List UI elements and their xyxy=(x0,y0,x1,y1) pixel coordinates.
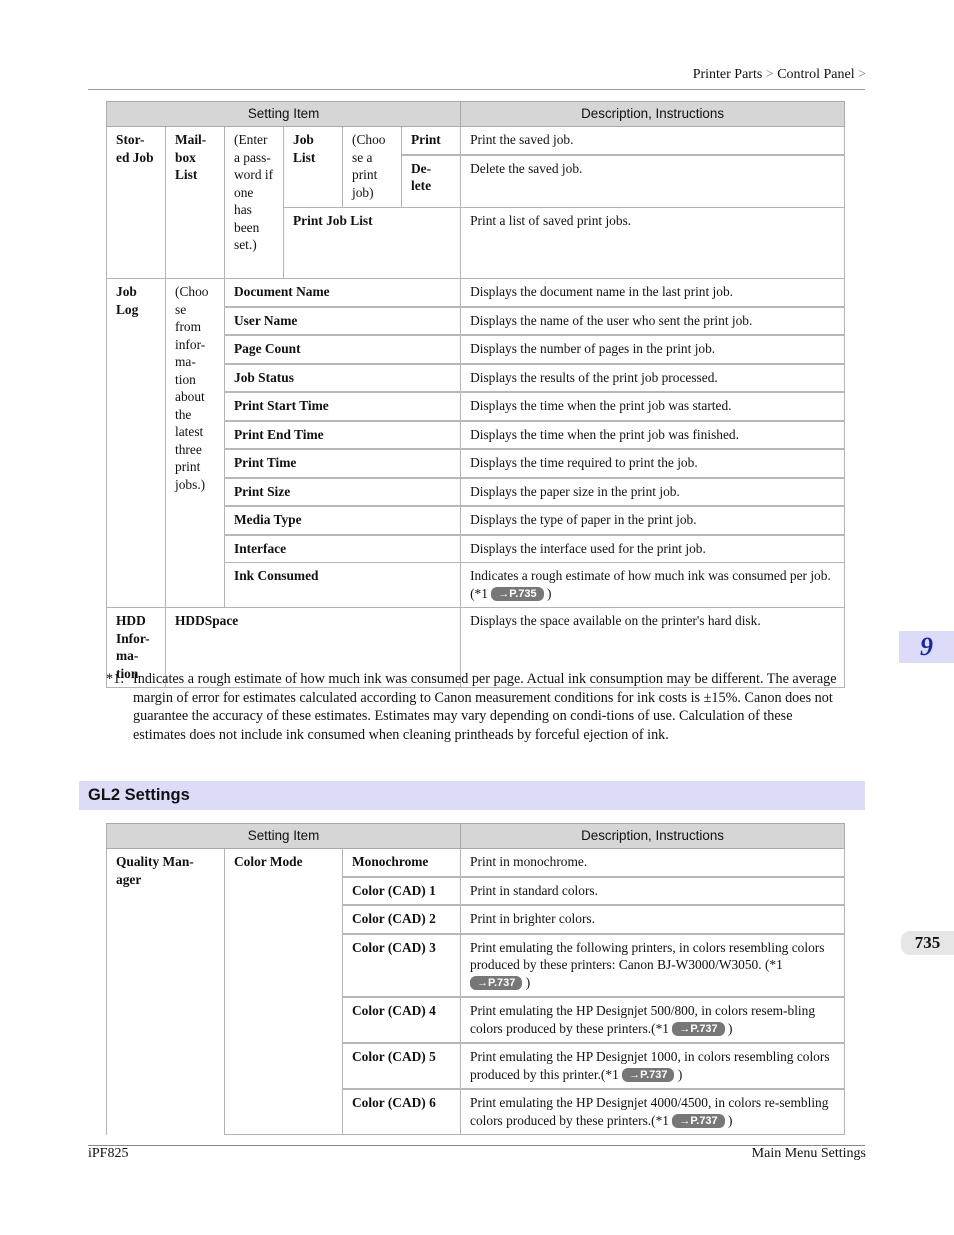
hddspace-item: HDDSpace xyxy=(166,608,461,688)
hdd-information-label: HDD Infor-ma-tion xyxy=(107,608,166,688)
page-reference-link[interactable]: →P.737 xyxy=(622,1068,674,1082)
mailbox-list-label: Mail-box List xyxy=(166,127,225,279)
job-log-desc: Displays the type of paper in the print job. xyxy=(461,506,845,535)
job-log-label: Job Log xyxy=(107,279,166,608)
color-mode-desc-close: ) xyxy=(525,974,531,990)
job-log-desc: Displays the results of the print job processed. xyxy=(461,364,845,393)
color-mode-item: Color (CAD) 2 xyxy=(343,905,461,934)
color-mode-desc: Print emulating the HP Designjet 1000, in colors resembling colors produced by this printer.(*1 xyxy=(470,1049,830,1082)
delete-item: De-lete xyxy=(402,155,461,208)
job-list-label: Job List xyxy=(284,127,343,208)
job-log-item: Print Size xyxy=(225,478,461,507)
color-mode-label: Color Mode xyxy=(225,849,343,1135)
color-mode-desc-cell xyxy=(461,997,845,1043)
chapter-tab[interactable]: 9 xyxy=(899,631,954,663)
breadcrumb xyxy=(693,67,866,83)
footer-model: iPF825 xyxy=(88,1146,129,1161)
breadcrumb-printer-parts[interactable]: Printer Parts xyxy=(692,67,763,82)
settings-table-gl2 xyxy=(106,823,845,1135)
color-mode-desc-cell xyxy=(461,934,845,998)
job-log-desc: Displays the time required to print the job. xyxy=(461,449,845,478)
print-job-list-desc: Print a list of saved print jobs. xyxy=(461,208,845,279)
color-mode-item: Color (CAD) 1 xyxy=(343,877,461,906)
print-item: Print xyxy=(402,127,461,155)
job-log-item: Interface xyxy=(225,535,461,563)
job-log-desc: Displays the name of the user who sent the print job. xyxy=(461,307,845,336)
color-mode-item: Color (CAD) 4 xyxy=(343,997,461,1043)
breadcrumb-separator: > xyxy=(858,67,866,82)
ink-consumed-item: Ink Consumed xyxy=(225,563,461,608)
color-mode-desc-close: ) xyxy=(677,1066,683,1082)
table-header-row xyxy=(107,824,845,849)
breadcrumb-control-panel[interactable]: Control Panel xyxy=(777,67,855,82)
color-mode-desc-close: ) xyxy=(728,1112,733,1128)
color-mode-desc: Print emulating the following printers, in colors resembling colors produced by these printers: Canon BJ-W3000/W3050. (*1 xyxy=(470,939,825,972)
job-log-item: Page Count xyxy=(225,335,461,364)
ink-consumed-desc-cell xyxy=(461,563,845,608)
color-mode-item: Color (CAD) 5 xyxy=(343,1043,461,1089)
page-reference-link[interactable]: →P.737 xyxy=(672,1114,724,1128)
color-mode-desc-cell xyxy=(461,1089,845,1135)
footnote xyxy=(106,670,846,745)
ink-consumed-close: ) xyxy=(546,585,552,601)
header-description: Description, Instructions xyxy=(461,824,845,849)
settings-table-job xyxy=(106,101,845,688)
table-row xyxy=(107,127,845,155)
ink-consumed-desc: Indicates a rough estimate of how much ink was consumed per job.(*1 xyxy=(470,568,831,601)
job-log-desc: Displays the number of pages in the print job. xyxy=(461,335,845,364)
hddspace-desc: Displays the space available on the printer's hard disk. xyxy=(461,608,845,688)
job-log-desc: Displays the interface used for the print job. xyxy=(461,535,845,563)
header-setting-item: Setting Item xyxy=(107,102,461,127)
job-log-desc: Displays the time when the print job was started. xyxy=(461,392,845,421)
table-row xyxy=(107,849,845,877)
table-header-row xyxy=(107,102,845,127)
footnote-text: Indicates a rough estimate of how much ink was consumed per page. Actual ink consumption may be different. The average margin of error for estimates calculated according to Canon measurement conditions for ink costs is ±15%. Canon does not guarantee the accuracy of these estimates. Estimates may vary depending on condi-tions of use. Calculation of these estimates does not include ink consumed when cleaning printheads by forceful ejection of ink. xyxy=(133,671,837,744)
page-reference-link[interactable]: →P.735 xyxy=(491,587,543,601)
job-log-desc: Displays the paper size in the print job. xyxy=(461,478,845,507)
page-number-tab: 735 xyxy=(901,931,954,955)
job-log-item: Media Type xyxy=(225,506,461,535)
quality-manager-label: Quality Man-ager xyxy=(107,849,225,1135)
job-log-item: Document Name xyxy=(225,279,461,307)
header-description: Description, Instructions xyxy=(461,102,845,127)
header-divider xyxy=(88,89,865,90)
job-log-item: Print End Time xyxy=(225,421,461,450)
footnote-mark: *1: xyxy=(106,671,125,687)
delete-desc: Delete the saved job. xyxy=(461,155,845,208)
color-mode-desc: Print emulating the HP Designjet 4000/4500, in colors re-sembling colors produced by these printers.(*1 xyxy=(470,1095,829,1128)
choose-print-job-note: (Choo se a print job) xyxy=(343,127,402,208)
color-mode-item: Color (CAD) 3 xyxy=(343,934,461,998)
section-heading-bar xyxy=(79,781,865,810)
footer-divider xyxy=(88,1145,865,1146)
job-log-item: Job Status xyxy=(225,364,461,393)
print-job-list-item: Print Job List xyxy=(284,208,461,279)
job-log-note: (Choo se from infor-ma-tion about the latest three print jobs.) xyxy=(166,279,225,608)
print-desc: Print the saved job. xyxy=(461,127,845,155)
stored-job-label: Stor-ed Job xyxy=(107,127,166,279)
color-mode-desc-close: ) xyxy=(728,1020,733,1036)
breadcrumb-separator: > xyxy=(765,67,774,82)
color-mode-desc: Print in brighter colors. xyxy=(461,905,845,934)
page-reference-link[interactable]: →P.737 xyxy=(470,976,522,990)
table-row xyxy=(107,279,845,307)
page-reference-link[interactable]: →P.737 xyxy=(672,1022,724,1036)
header-setting-item: Setting Item xyxy=(107,824,461,849)
job-log-item: User Name xyxy=(225,307,461,336)
job-log-item: Print Time xyxy=(225,449,461,478)
enter-password-note: (Enter a pass-word if one has been set.) xyxy=(225,127,284,279)
color-mode-item: Monochrome xyxy=(343,849,461,877)
color-mode-item: Color (CAD) 6 xyxy=(343,1089,461,1135)
color-mode-desc: Print in standard colors. xyxy=(461,877,845,906)
job-log-item: Print Start Time xyxy=(225,392,461,421)
color-mode-desc: Print emulating the HP Designjet 500/800, in colors resem-bling colors produced by these printers.(*1 xyxy=(470,1003,816,1036)
job-log-desc: Displays the time when the print job was finished. xyxy=(461,421,845,450)
footer-section: Main Menu Settings xyxy=(751,1146,866,1161)
color-mode-desc: Print in monochrome. xyxy=(461,849,845,877)
job-log-desc: Displays the document name in the last print job. xyxy=(461,279,845,307)
color-mode-desc-cell xyxy=(461,1043,845,1089)
section-title: GL2 Settings xyxy=(88,786,190,804)
